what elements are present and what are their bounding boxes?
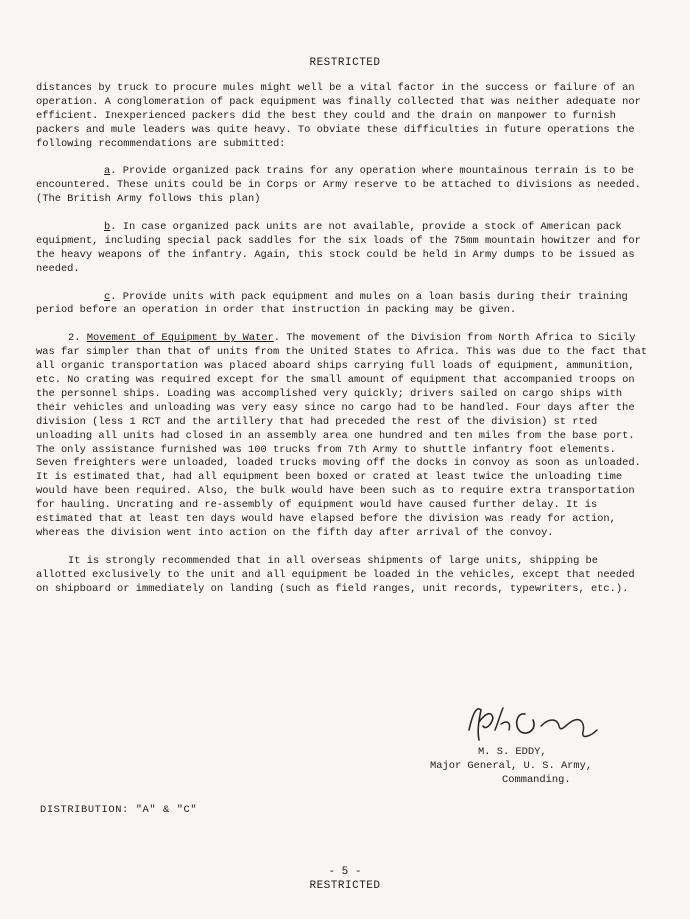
paragraph-intro: distances by truck to procure mules might well be a vital factor in the success or failure of an operation. A conglomeration of pack equipment was finally collected that was neither adequate nor efficient. Inexperienced packers did the best they could and the drain on manpower to furnish packers and mule leaders was quite heavy. To obviate these difficulties in future operations the following recommendations are submitted: — [36, 82, 641, 150]
recommendation-c-text: . Provide units with pack equipment and mules on a loan basis during their training period before an operation in order that instruction in packing may be given. — [36, 290, 628, 317]
recommendation-a — [36, 165, 648, 207]
recommendation-b-text: . In case organized pack units are not available, provide a stock of American pack equipment, including special pack saddles for the six loads of the 75mm mountain howitzer and for the heavy weapons of the infantry. Again, this stock could be held in Army dumps to be issued as needed. — [36, 221, 641, 275]
signer-rank: Major General, U. S. Army, — [430, 760, 593, 772]
footer-classification: RESTRICTED — [309, 880, 381, 892]
paragraph-recommendation: It is strongly recommended that in all overseas shipments of large units, shipping be allotted exclusively to the unit and all equipment be loaded in the vehicles, except that needed on shipboard or immediately on landing (such as field ranges, unit records, typewriters, etc.). — [36, 554, 635, 595]
signer-title: Commanding. — [502, 774, 571, 786]
recommendation-c — [36, 291, 648, 319]
recommendation-c-label: c — [104, 290, 111, 303]
distribution-line: DISTRIBUTION: "A" & "C" — [40, 804, 198, 816]
paragraph-movement-by-water — [36, 332, 648, 541]
recommendation-a-text: . Provide organized pack trains for any operation where mountainous terrain is to be encountered. These units could be in Corps or Army reserve to be attached to divisions as needed. (The British Army follows this plan) — [36, 165, 641, 206]
paragraph-text: . The movement of the Division from North Africa to Sicily was far simpler than that of units from the United States to Africa. This was due to the fact that all organic transportation was placed aboard ships carrying full loads of equipment, ammunition, etc. No crating was required except for the small amount of equipment that accompanied troops on the personnel ships. Loading was accomplished very quickly; drivers sailed on cargo ships with their vehicles and unloading was very easy since no cargo had to be handled. Four days after the division (less 1 RCT and the artillery that had preceded the rest of the division) st rted unloading all units had closed in an assembly area one hundred and ten miles from the base port. The only assistance furnished was 100 trucks from 7th Army to shuttle infantry foot elements. Seven freighters were unloaded, loaded trucks moving off the docks in convoy as soon as unloaded. It is estimated that, had all equipment been boxed or crated at least twice the unloading time would have been required. Also, the bulk would have been such as to require extra transportation for hauling. Uncrating and re-assembly of equipment would have caused further delay. It is estimated that at least ten days would have elapsed before the division was ready for action, whereas the division went into action on the fifth day after arrival of the convoy. — [36, 332, 648, 539]
page-number: - 5 - — [328, 866, 362, 878]
signer-name: M. S. EDDY, — [478, 746, 547, 758]
section-heading: Movement of Equipment by Water — [86, 332, 274, 345]
recommendation-b — [36, 221, 648, 277]
handwritten-signature — [455, 700, 605, 748]
recommendation-a-label: a — [104, 165, 111, 178]
paragraph-number: 2. — [68, 332, 87, 345]
document-body — [36, 82, 648, 610]
signature-block — [430, 745, 650, 787]
header-classification: RESTRICTED — [309, 57, 381, 69]
recommendation-b-label: b — [104, 221, 111, 234]
